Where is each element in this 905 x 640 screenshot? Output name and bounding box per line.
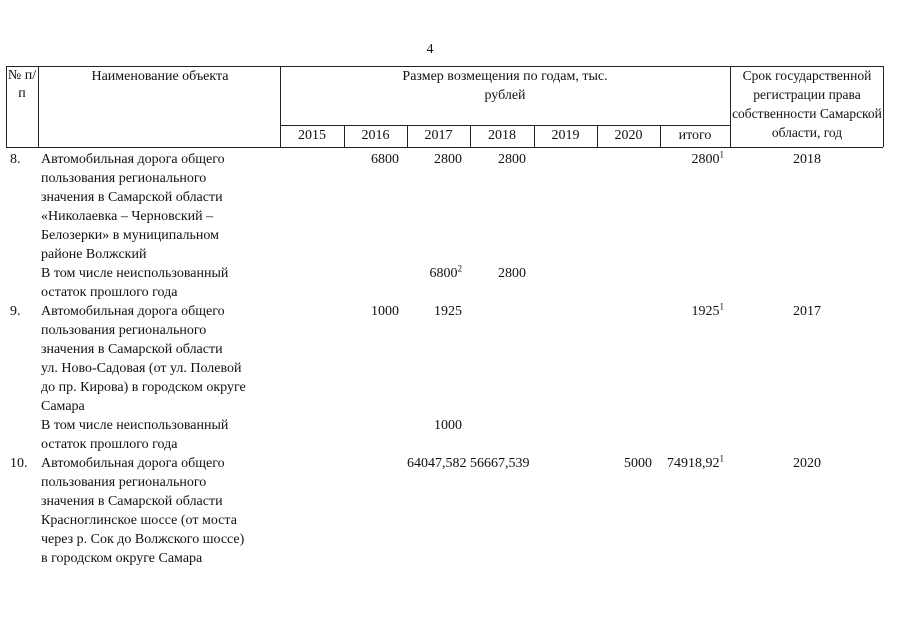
total-value: 74918,92$^1$ <box>667 453 724 471</box>
object-name-line: значения в Самарской области <box>41 494 223 509</box>
object-name-line: пользования регионального <box>41 323 207 338</box>
footnote-mark: 1 <box>719 149 724 160</box>
year-value: 1925 <box>434 304 462 319</box>
sub-row-name-line: остаток прошлого года <box>41 437 178 452</box>
header-year: 2019 <box>551 128 580 143</box>
header-term: Срок государственной регистрации права собственности Самарской области, год <box>732 68 882 140</box>
year-value: 64047,582 <box>407 456 467 471</box>
sub-row-name-line: В том числе неиспользованный <box>41 418 229 433</box>
object-name-line: Самара <box>41 399 85 414</box>
footnote-mark: 1 <box>719 301 724 312</box>
row-number: 9. <box>10 304 21 319</box>
object-name-line: значения в Самарской области <box>41 190 223 205</box>
table-border <box>6 147 883 148</box>
row-number: 8. <box>10 152 21 167</box>
object-name-line: «Николаевка – Черновский – <box>41 209 214 224</box>
total-value: 2800$^1$ <box>691 149 724 167</box>
table-border <box>38 66 39 147</box>
object-name <box>41 302 246 416</box>
registration-year: 2018 <box>793 152 821 167</box>
header-num: № п/п <box>7 68 37 101</box>
object-name-line: пользования регионального <box>41 171 207 186</box>
sub-row-name <box>41 416 228 454</box>
year-value: 5000 <box>624 456 652 471</box>
object-name-line: ул. Ново-Садовая (от ул. Полевой <box>41 361 242 376</box>
object-name-line: Автомобильная дорога общего <box>41 456 225 471</box>
header-year: 2016 <box>361 128 390 143</box>
object-name <box>41 454 244 568</box>
sub-row-name-line: В том числе неиспользованный <box>41 266 229 281</box>
header-year: итого <box>678 128 712 143</box>
row-number: 10. <box>10 456 28 471</box>
registration-year: 2020 <box>793 456 821 471</box>
year-value: 56667,539 <box>470 456 530 471</box>
year-value: 2800 <box>434 152 462 167</box>
header-year: 2015 <box>298 128 326 143</box>
header-year: 2018 <box>488 128 516 143</box>
header-year: 2020 <box>614 128 643 143</box>
year-value: 2800 <box>498 152 526 167</box>
object-name-line: значения в Самарской области <box>41 342 223 357</box>
table-border <box>883 66 884 147</box>
sub-row-name-line: остаток прошлого года <box>41 285 178 300</box>
object-name-line: пользования регионального <box>41 475 207 490</box>
page-number: 4 <box>426 42 434 57</box>
object-name-line: через р. Сок до Волжского шоссе) <box>41 532 245 547</box>
object-name-line: до пр. Кирова) в городском округе <box>41 380 246 395</box>
footnote-mark: 2 <box>457 263 462 274</box>
year-value: 6800 <box>371 152 399 167</box>
total-value: 1925$^1$ <box>691 301 724 319</box>
object-name-line: Автомобильная дорога общего <box>41 152 225 167</box>
object-name-line: районе Волжский <box>41 247 147 262</box>
sub-year-value: 6800$^2$ <box>429 263 462 281</box>
object-name <box>41 150 225 264</box>
sub-row-name <box>41 264 228 302</box>
object-name-line: Автомобильная дорога общего <box>41 304 225 319</box>
object-name-line: Красноглинское шоссе (от моста <box>41 513 237 528</box>
header-amount: Размер возмещения по годам, тыс. рублей <box>402 69 608 103</box>
object-name-line: в городском округе Самара <box>41 551 203 566</box>
header-year: 2017 <box>424 128 453 143</box>
header-name: Наименование объекта <box>91 69 229 84</box>
sub-year-value: 1000 <box>434 418 462 433</box>
year-value: 1000 <box>371 304 399 319</box>
registration-year: 2017 <box>793 304 821 319</box>
object-name-line: Белозерки» в муниципальном <box>41 228 220 243</box>
footnote-mark: 1 <box>719 453 724 464</box>
sub-year-value: 2800 <box>498 266 526 281</box>
